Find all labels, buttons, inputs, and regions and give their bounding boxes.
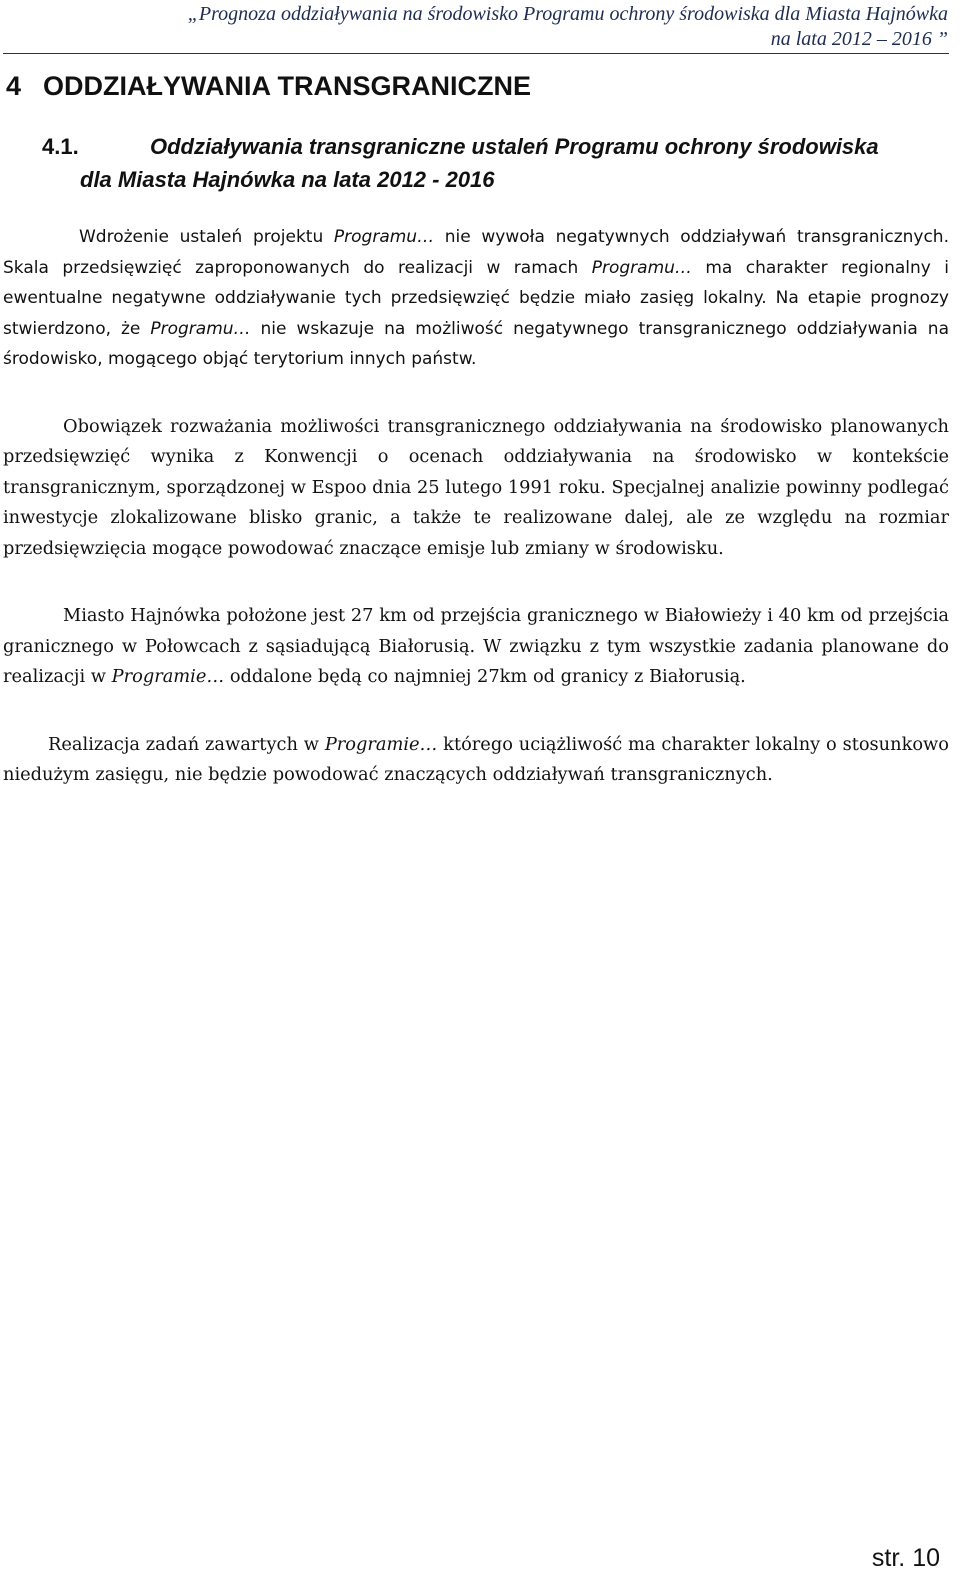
section-heading [42,130,947,196]
chapter-number: 4 [6,71,22,101]
paragraph-1-text-a: Wdrożenie ustaleń projektu [79,227,334,247]
section-title-line-1: Oddziaływania transgraniczne ustaleń Programu ochrony środowiska [150,134,879,159]
paragraph-1-text-e: ma charakter regionalny i ewentualne negatywne oddziaływanie tych przedsięwzięć będzie miało zasięg lokalny. Na etapie prognozy stwierdzono, że [3,257,949,339]
document-body [3,222,949,828]
paragraph-4-text-c: którego uciążliwość ma charakter lokalny o stosunkowo niedużym zasięgu, nie będzie powodować znaczących oddziaływań transgranicznych. [3,733,949,785]
paragraph-3 [3,601,949,693]
paragraph-1-text-c: nie wywoła negatywnych oddziaływań transgranicznych. Skala przedsięwzięć zaproponowanych do realizacji w ramach [3,227,949,278]
section-number: 4.1. [42,134,79,159]
paragraph-3-text-c: oddalone będą co najmniej 27km od granicy z Białorusią. [224,666,746,687]
chapter-title: ODDZIAŁYWANIA TRANSGRANICZNE [43,71,532,101]
header-line-1: „Prognoza oddziaływania na środowisko Programu ochrony środowiska dla Miasta Hajnówka [187,3,948,25]
paragraph-1-emphasis-b: Programu… [333,227,435,247]
paragraph-4 [3,730,949,791]
paragraph-1 [3,222,949,375]
header-divider [3,53,949,54]
paragraph-3-text-a: Miasto Hajnówka położone jest 27 km od przejścia granicznego w Białowieży i 40 km od przejścia granicznego w Połowcach z sąsiadującą Białorusią. W związku z tym wszystkie zadania planowane do realizacji w [3,605,949,687]
chapter-heading [6,68,531,104]
paragraph-1-emphasis-d: Programu… [591,257,692,278]
paragraph-1-emphasis-f: Programu… [150,318,251,339]
paragraph-3-emphasis-b: Programie… [111,666,225,687]
section-title-line-2: dla Miasta Hajnówka na lata 2012 - 2016 [80,167,495,192]
header-line-2: na lata 2012 – 2016 ” [770,28,948,50]
paragraph-2: Obowiązek rozważania możliwości transgranicznego oddziaływania na środowisko planowanych przedsięwzięć wynika z Konwencji o ocenach oddziaływania na środowisko w kontekście transgranicznym, sporządzonej w Espoo dnia 25 lutego 1991 roku. Specjalnej analizie powinny podlegać inwestycje zlokalizowane blisko granic, a także te realizowane dalej, ale ze względu na rozmiar przedsięwzięcia mogące powodować znaczące emisje lub zmiany w środowisku. [3,415,949,559]
paragraph-1-text-g: nie wskazuje na możliwość negatywnego transgranicznego oddziaływania na środowisko, mogącego objąć terytorium innych państw. [3,318,950,369]
running-header [48,2,948,52]
paragraph-4-emphasis-b: Programie… [324,733,438,755]
paragraph-4-text-a: Realizacja zadań zawartych w [48,733,325,755]
page-number: str. 10 [871,1544,940,1572]
